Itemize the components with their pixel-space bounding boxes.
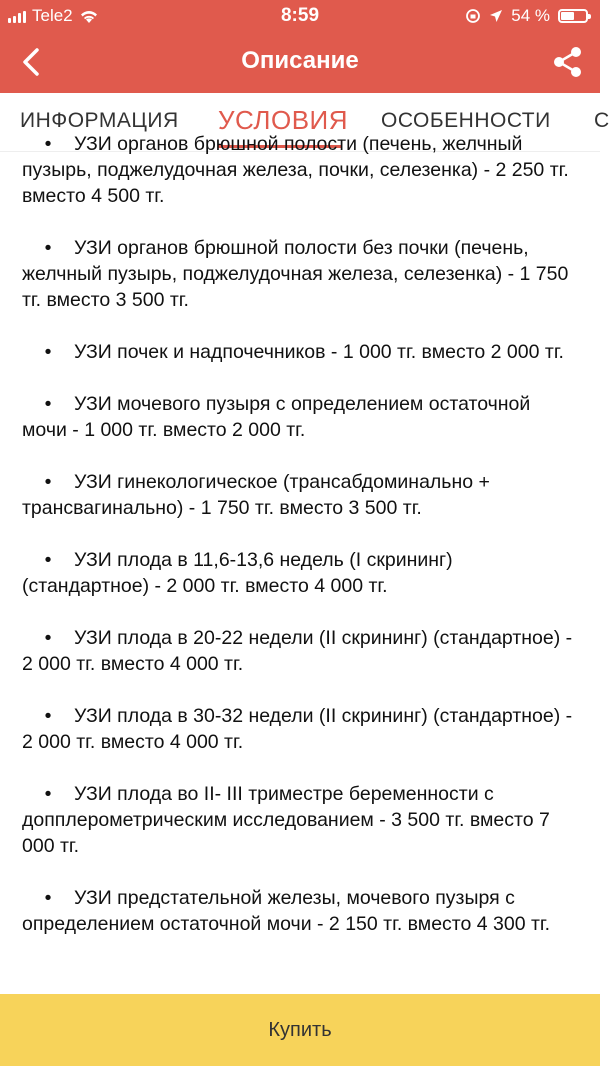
buy-button[interactable]: Купить [0,994,600,1066]
list-item-text: УЗИ плода в 30-32 недели (II скрининг) (стандартное) - 2 000 тг. вместо 4 000 тг. [22,705,573,753]
list-item [22,781,578,859]
list-item [22,547,578,599]
tab-features[interactable]: ОСОБЕННОСТИ [381,109,551,132]
app-header [0,0,600,93]
bullet-icon: • [44,471,52,493]
battery-percent: 54 % [511,6,550,25]
bullet-icon: • [44,237,52,259]
bullet-icon: • [44,627,52,649]
list-item-text: УЗИ органов брюшной полости (печень, желчный пузырь, поджелудочная железа, почки, селезенка) - 2 250 тг. вместо 4 500 тг. [22,133,569,207]
list-item-text: УЗИ органов брюшной полости без почки (печень, желчный пузырь, поджелудочная железа, селезенка) - 1 750 тг. вместо 3 500 тг. [22,237,569,311]
bullet-icon: • [44,549,52,571]
list-item-text: УЗИ плода в 20-22 недели (II скрининг) (стандартное) - 2 000 тг. вместо 4 000 тг. [22,627,573,675]
share-icon [550,44,586,80]
list-item [22,469,578,521]
list-item-text: УЗИ мочевого пузыря с определением остаточной мочи - 1 000 тг. вместо 2 000 тг. [22,393,531,441]
bullet-icon: • [44,705,52,727]
list-item-text: УЗИ плода в 11,6-13,6 недель (I скрининг) (стандартное) - 2 000 тг. вместо 4 000 тг. [22,549,453,597]
battery-icon [558,9,588,23]
orientation-lock-icon [465,8,481,24]
status-indicators [465,6,588,26]
bullet-icon: • [44,393,52,415]
bullet-icon: • [44,887,52,909]
status-bar [0,0,600,32]
conditions-list [0,131,600,937]
list-item [22,885,578,937]
tab-information[interactable]: ИНФОРМАЦИЯ [20,109,179,132]
list-item-text: УЗИ гинекологическое (трансабдоминально + трансвагинально) - 1 750 тг. вместо 3 500 тг. [22,471,490,519]
tab-conditions[interactable]: УСЛОВИЯ [218,105,349,135]
conditions-content[interactable] [0,133,600,995]
location-icon [489,9,503,23]
list-item [22,703,578,755]
page-title: Описание [241,47,359,74]
share-button[interactable] [550,44,586,80]
list-item [22,235,578,313]
status-time: 8:59 [280,5,320,26]
tab-next[interactable]: С [594,109,610,132]
list-item-text: УЗИ почек и надпочечников - 1 000 тг. вместо 2 000 тг. [74,341,564,363]
list-item [22,339,578,365]
list-item-text: УЗИ предстательной железы, мочевого пузыря с определением остаточной мочи - 2 150 тг. вместо 4 300 тг. [22,887,551,935]
bullet-icon: • [44,783,52,805]
bullet-icon: • [44,133,52,155]
list-item-text: УЗИ плода во II- III триместре беременности с допплерометрическим исследованием - 3 500 тг. вместо 7 000 тг. [22,783,550,857]
bullet-icon: • [44,341,52,363]
list-item [22,625,578,677]
list-item [22,131,578,209]
carrier-name: Tele2 [32,6,73,25]
list-item [22,391,578,443]
battery-fill [561,12,574,20]
